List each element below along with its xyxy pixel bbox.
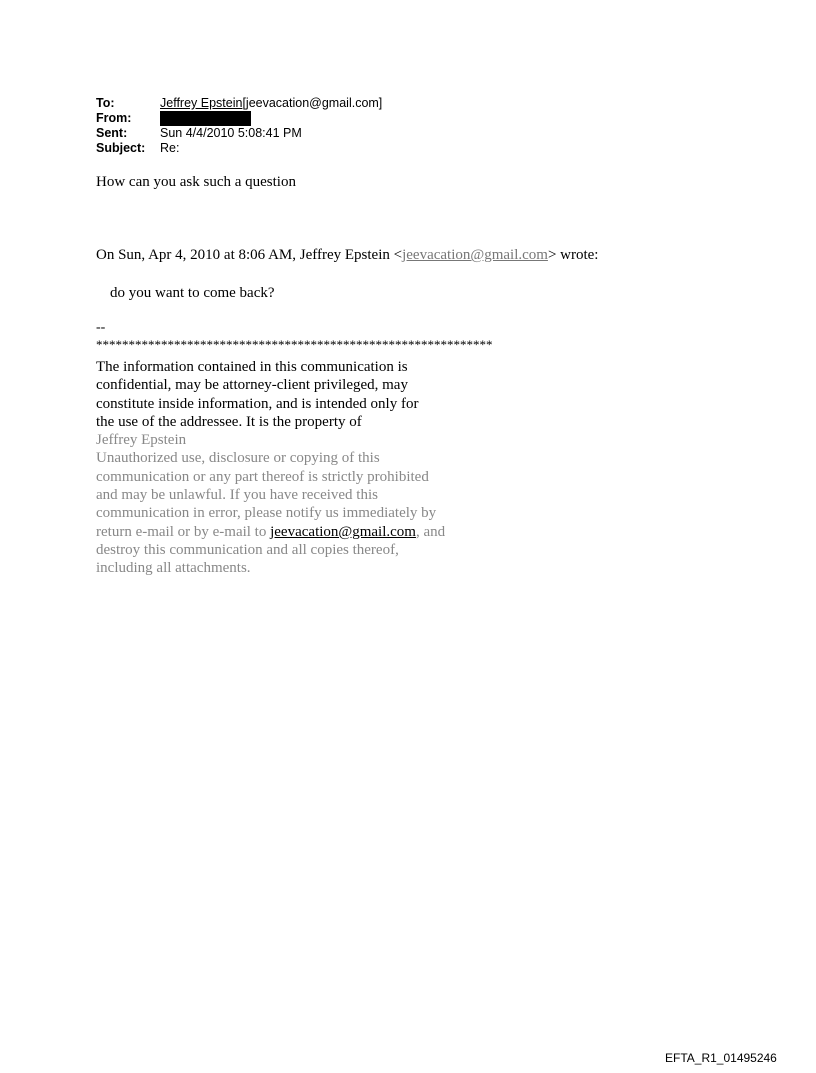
disclaimer-email-line (96, 523, 445, 541)
confidentiality-disclaimer (96, 358, 445, 578)
disclaimer-line: confidential, may be attorney-client privileged, may (96, 377, 408, 394)
quote-email-link[interactable]: jeevacation@gmail.com (402, 247, 548, 263)
subject-value: Re: (160, 141, 180, 155)
subject-row (96, 141, 382, 156)
to-name[interactable]: Jeffrey Epstein (160, 96, 243, 110)
to-label: To: (96, 96, 115, 110)
quote-attribution (96, 247, 598, 264)
disclaimer-line: constitute inside information, and is intended only for (96, 395, 419, 412)
disclaimer-line: Unauthorized use, disclosure or copying of this (96, 450, 380, 467)
from-redaction (160, 111, 251, 126)
disclaimer-line: and may be unlawful. If you have received this (96, 487, 378, 504)
from-label: From: (96, 111, 132, 125)
sent-label: Sent: (96, 126, 128, 140)
disclaimer-line: communication or any part thereof is strictly prohibited (96, 468, 429, 485)
quote-prefix: On Sun, Apr 4, 2010 at 8:06 AM, Jeffrey Epstein < (96, 247, 403, 263)
signature-separator: ************************************************************* (96, 337, 493, 352)
disclaimer-email-suffix: , and (415, 523, 446, 540)
disclaimer-line: The information contained in this communication is (96, 359, 408, 375)
to-row (96, 96, 382, 111)
subject-label: Subject: (96, 141, 146, 155)
disclaimer-line: the use of the addressee. It is the property of (96, 413, 362, 430)
disclaimer-line: Jeffrey Epstein (96, 432, 187, 449)
disclaimer-line: including all attachments. (96, 560, 251, 577)
sent-row (96, 126, 382, 141)
to-value (160, 96, 382, 111)
to-email: [jeevacation@gmail.com] (242, 96, 383, 110)
quoted-text: do you want to come back? (110, 285, 275, 301)
disclaimer-email-link[interactable]: jeevacation@gmail.com (270, 523, 416, 540)
document-id: EFTA_R1_01495246 (665, 1051, 777, 1065)
reply-text: How can you ask such a question (96, 174, 296, 190)
sent-value: Sun 4/4/2010 5:08:41 PM (160, 126, 302, 140)
email-header (96, 96, 382, 156)
disclaimer-line: destroy this communication and all copies thereof, (96, 541, 399, 558)
disclaimer-line: communication in error, please notify us immediately by (96, 505, 437, 522)
quote-suffix: > wrote: (547, 247, 599, 263)
disclaimer-email-prefix: return e-mail or by e-mail to (96, 523, 271, 540)
signature-dash: -- (96, 320, 106, 335)
from-row (96, 111, 382, 126)
